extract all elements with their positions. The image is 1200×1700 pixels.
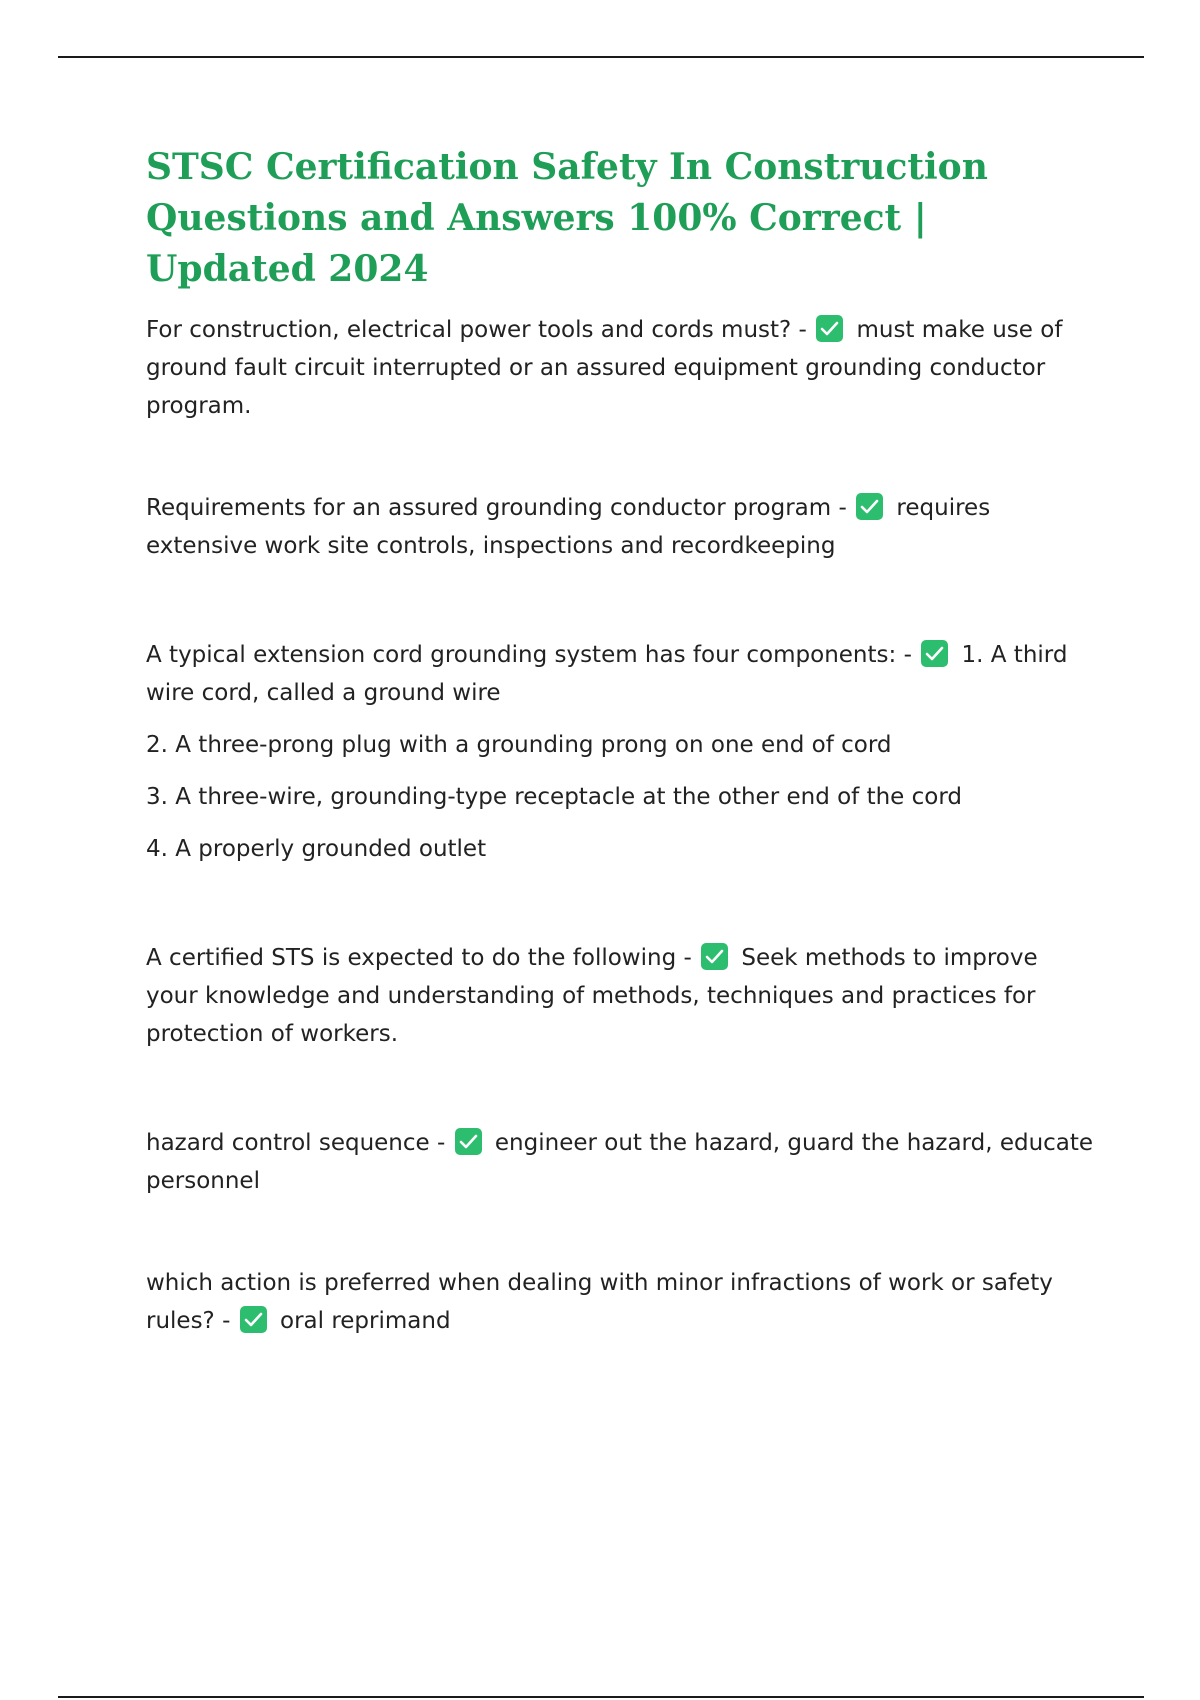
question-text: hazard control sequence -	[146, 1130, 446, 1156]
question-text: Requirements for an assured grounding conductor program -	[146, 495, 847, 521]
question-text: A certified STS is expected to do the following -	[146, 945, 692, 971]
document-title: STSC Certification Safety In Construction Questions and Answers 100% Correct | Updated 2024	[146, 146, 988, 290]
qa-item	[146, 489, 1096, 565]
qa-text	[146, 489, 1096, 565]
qa-text	[146, 1264, 1096, 1340]
qa-item	[146, 636, 1096, 868]
check-box-icon	[856, 493, 883, 520]
question-text: which action is preferred when dealing with minor infractions of work or safety rules? -	[146, 1270, 1053, 1334]
answer-text: must make use of ground fault circuit interrupted or an assured equipment grounding conductor program.	[146, 317, 1063, 419]
check-box-icon	[921, 640, 948, 667]
check-box-icon	[455, 1128, 482, 1155]
answer-text: oral reprimand	[280, 1308, 451, 1334]
check-box-icon	[240, 1306, 267, 1333]
list-item: 3. A three-wire, grounding-type receptacle at the other end of the cord	[146, 784, 963, 810]
header-rule	[58, 56, 1144, 58]
qa-text	[146, 636, 1096, 712]
check-box-icon	[816, 315, 843, 342]
answer-text: 1. A third wire cord, called a ground wire	[146, 642, 1068, 706]
qa-text	[146, 311, 1096, 425]
list-item: 2. A three-prong plug with a grounding prong on one end of cord	[146, 732, 892, 758]
answer-text: engineer out the hazard, guard the hazard, educate personnel	[146, 1130, 1094, 1194]
answer-text: Seek methods to improve your knowledge and understanding of methods, techniques and practices for protection of workers.	[146, 945, 1038, 1047]
qa-text	[146, 939, 1096, 1053]
check-box-icon	[701, 943, 728, 970]
question-text: A typical extension cord grounding system has four components: -	[146, 642, 912, 668]
qa-item	[146, 939, 1096, 1053]
list-item: 4. A properly grounded outlet	[146, 836, 487, 862]
qa-item	[146, 1264, 1096, 1340]
question-text: For construction, electrical power tools and cords must? -	[146, 317, 807, 343]
qa-text	[146, 1124, 1096, 1200]
footer-rule	[58, 1696, 1144, 1698]
answer-text: requires extensive work site controls, inspections and recordkeeping	[146, 495, 991, 559]
qa-item	[146, 1124, 1096, 1200]
qa-item	[146, 311, 1096, 425]
document-body	[146, 142, 1096, 1340]
